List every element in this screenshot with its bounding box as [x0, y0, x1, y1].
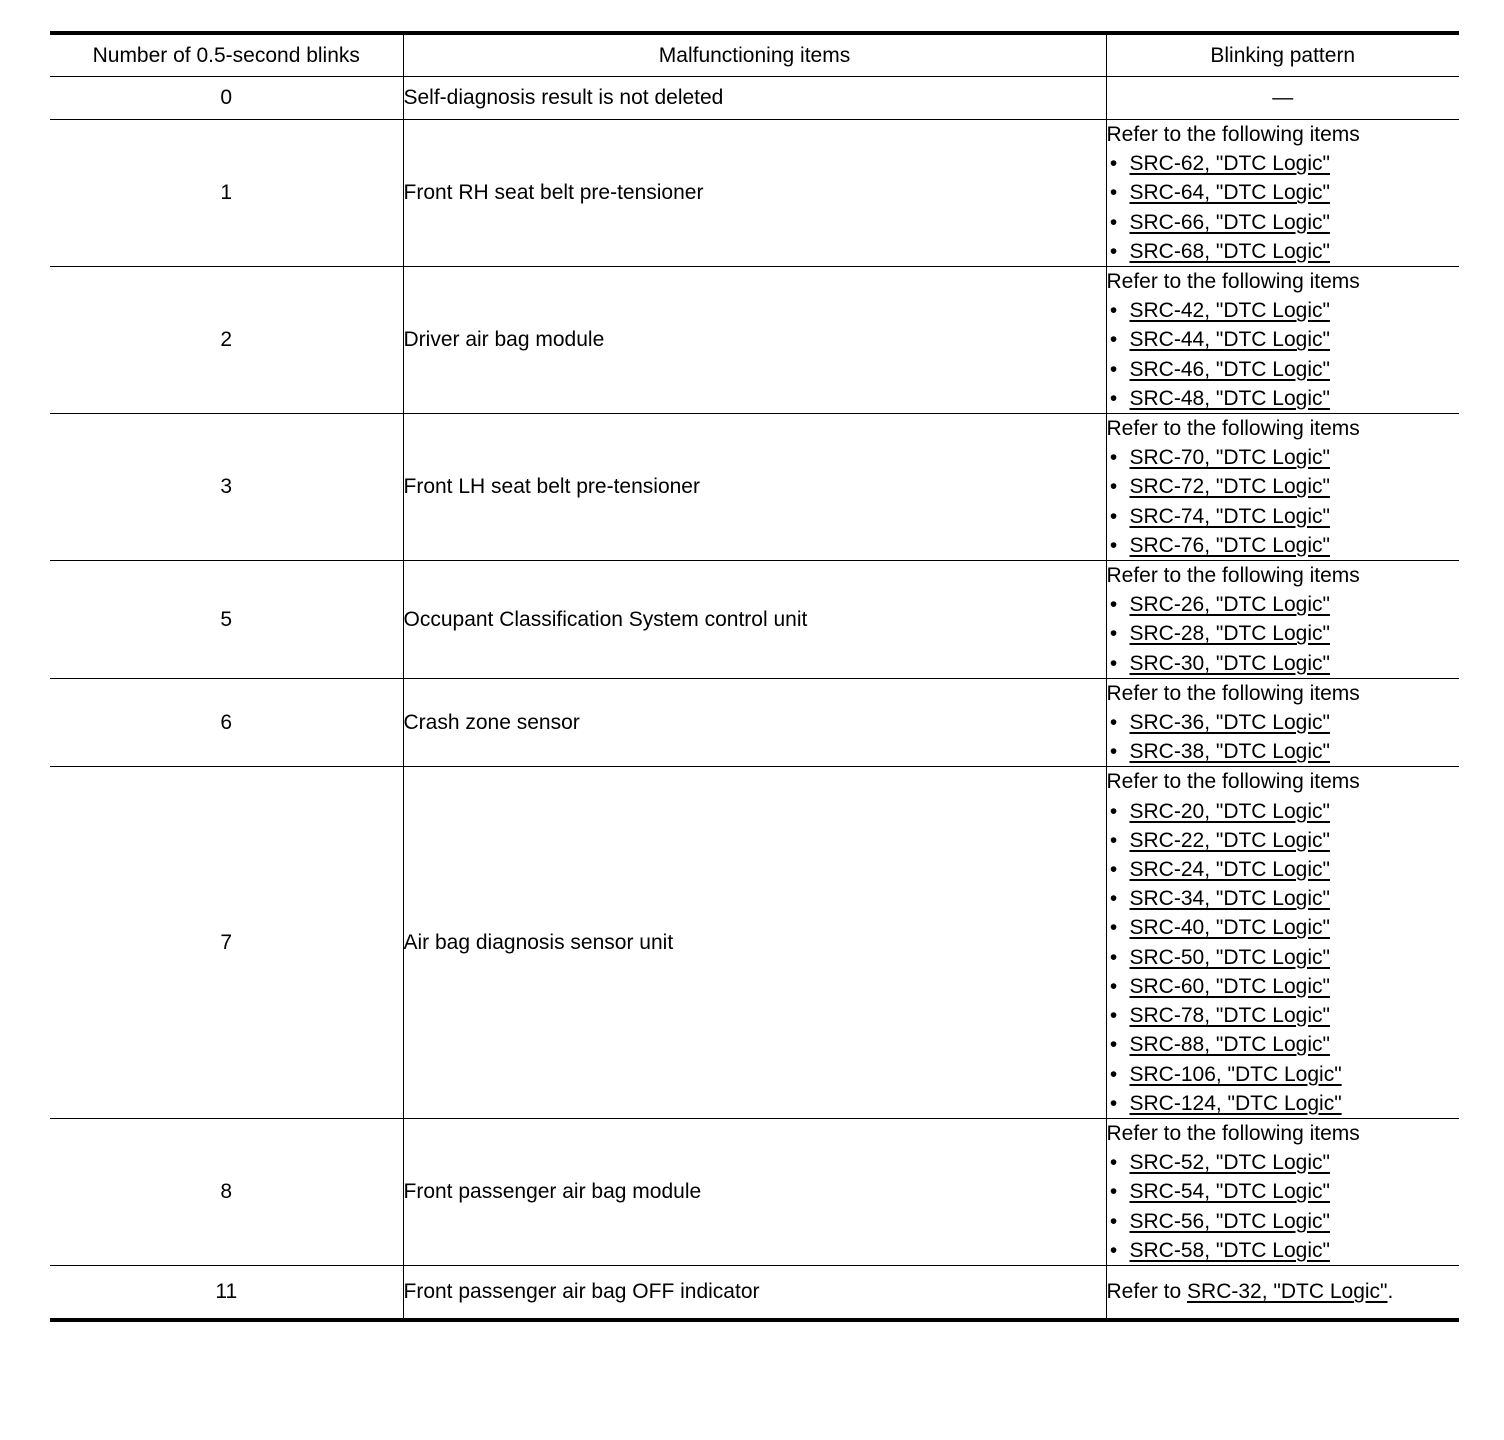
list-item [1107, 472, 1460, 501]
blinking-pattern-cell [1106, 1265, 1459, 1320]
bullet-icon: • [1109, 1238, 1118, 1262]
header-row [50, 33, 1459, 77]
table-row [50, 267, 1459, 414]
bullet-icon: • [1109, 475, 1118, 499]
dtc-logic-link[interactable]: SRC-60, "DTC Logic" [1129, 974, 1330, 998]
blinking-pattern-cell [1106, 120, 1459, 267]
dtc-logic-link[interactable]: SRC-32, "DTC Logic" [1187, 1280, 1388, 1304]
bullet-icon: • [1109, 1033, 1118, 1057]
bullet-icon: • [1109, 740, 1118, 764]
malfunctioning-item-cell: Driver air bag module [403, 267, 1106, 414]
dtc-logic-link[interactable]: SRC-34, "DTC Logic" [1129, 887, 1330, 911]
table-row [50, 678, 1459, 767]
dtc-logic-link[interactable]: SRC-26, "DTC Logic" [1129, 593, 1330, 617]
list-item [1107, 149, 1460, 178]
refer-prefix: Refer to [1106, 1280, 1182, 1304]
list-item [1107, 1207, 1460, 1236]
malfunctioning-item-cell: Crash zone sensor [403, 678, 1106, 767]
blink-count-cell: 3 [50, 414, 403, 561]
bullet-icon: • [1109, 299, 1118, 323]
bullet-icon: • [1109, 1180, 1118, 1204]
list-item [1107, 855, 1460, 884]
list-item [1107, 737, 1460, 766]
refer-heading: Refer to the following items [1106, 417, 1360, 441]
header-malfunctioning-items: Malfunctioning items [403, 33, 1106, 77]
refer-suffix: . [1387, 1280, 1394, 1304]
reference-list [1107, 590, 1460, 678]
header-blinking-pattern: Blinking pattern [1106, 33, 1459, 77]
list-item [1107, 972, 1460, 1001]
list-item [1107, 325, 1460, 354]
bullet-icon: • [1109, 446, 1118, 470]
blink-code-table [50, 31, 1459, 1322]
blink-count-cell: 6 [50, 678, 403, 767]
bullet-icon: • [1109, 239, 1118, 263]
bullet-icon: • [1109, 533, 1118, 557]
dtc-logic-link[interactable]: SRC-58, "DTC Logic" [1129, 1238, 1330, 1262]
refer-heading: Refer to the following items [1106, 564, 1360, 588]
refer-heading: Refer to the following items [1106, 1121, 1360, 1145]
bullet-icon: • [1109, 622, 1118, 646]
dtc-logic-link[interactable]: SRC-68, "DTC Logic" [1129, 239, 1330, 263]
bullet-icon: • [1109, 328, 1118, 352]
bullet-icon: • [1109, 1091, 1118, 1115]
bullet-icon: • [1109, 210, 1118, 234]
reference-list [1107, 1148, 1460, 1265]
bullet-icon: • [1109, 504, 1118, 528]
malfunctioning-item-cell: Air bag diagnosis sensor unit [403, 767, 1106, 1118]
list-item [1107, 502, 1460, 531]
malfunctioning-item-cell: Front LH seat belt pre-tensioner [403, 414, 1106, 561]
bullet-icon: • [1109, 711, 1118, 735]
bullet-icon: • [1109, 651, 1118, 675]
malfunctioning-item-cell: Front RH seat belt pre-tensioner [403, 120, 1106, 267]
bullet-icon: • [1109, 945, 1118, 969]
refer-heading: Refer to the following items [1106, 123, 1360, 146]
dtc-logic-link[interactable]: SRC-88, "DTC Logic" [1129, 1033, 1330, 1057]
bullet-icon: • [1109, 974, 1118, 998]
list-item [1107, 797, 1460, 826]
blink-count-cell: 1 [50, 120, 403, 267]
reference-list [1107, 443, 1460, 560]
dtc-logic-link[interactable]: SRC-124, "DTC Logic" [1129, 1091, 1342, 1115]
dtc-logic-link[interactable]: SRC-20, "DTC Logic" [1129, 799, 1330, 823]
list-item [1107, 1060, 1460, 1089]
list-item [1107, 884, 1460, 913]
dtc-logic-link[interactable]: SRC-72, "DTC Logic" [1129, 475, 1330, 499]
blinking-pattern-cell [1106, 414, 1459, 561]
dtc-logic-link[interactable]: SRC-76, "DTC Logic" [1129, 533, 1330, 557]
bullet-icon: • [1109, 828, 1118, 852]
reference-list [1107, 708, 1460, 766]
header-blink-count: Number of 0.5-second blinks [50, 33, 403, 77]
dtc-logic-link[interactable]: SRC-38, "DTC Logic" [1129, 740, 1330, 764]
dtc-logic-link[interactable]: SRC-22, "DTC Logic" [1129, 828, 1330, 852]
blinking-pattern-cell [1106, 267, 1459, 414]
refer-heading: Refer to the following items [1106, 681, 1360, 705]
dtc-logic-link[interactable]: SRC-28, "DTC Logic" [1129, 622, 1330, 646]
reference-list [1107, 149, 1460, 266]
bullet-icon: • [1109, 1209, 1118, 1233]
dtc-logic-link[interactable]: SRC-70, "DTC Logic" [1129, 446, 1330, 470]
table-row [50, 414, 1459, 561]
dtc-logic-link[interactable]: SRC-40, "DTC Logic" [1129, 916, 1330, 940]
malfunctioning-item-cell: Occupant Classification System control unit [403, 561, 1106, 679]
dtc-logic-link[interactable]: SRC-24, "DTC Logic" [1129, 858, 1330, 882]
bullet-icon: • [1109, 858, 1118, 882]
list-item [1107, 1030, 1460, 1059]
list-item [1107, 237, 1460, 266]
dtc-logic-link[interactable]: SRC-106, "DTC Logic" [1129, 1062, 1342, 1086]
bullet-icon: • [1109, 799, 1118, 823]
bullet-icon: • [1109, 181, 1118, 205]
list-item [1107, 384, 1460, 413]
dtc-logic-link[interactable]: SRC-52, "DTC Logic" [1129, 1151, 1330, 1175]
bullet-icon: • [1109, 1151, 1118, 1175]
list-item [1107, 531, 1460, 560]
table-row [50, 77, 1459, 120]
dtc-logic-link[interactable]: SRC-62, "DTC Logic" [1129, 152, 1330, 176]
bullet-icon: • [1109, 1062, 1118, 1086]
blinking-pattern-cell: — [1106, 77, 1459, 120]
table-row [50, 561, 1459, 679]
dtc-logic-link[interactable]: SRC-64, "DTC Logic" [1129, 181, 1330, 205]
table-row [50, 1118, 1459, 1265]
reference-list [1107, 296, 1460, 413]
bullet-icon: • [1109, 152, 1118, 176]
list-item [1107, 913, 1460, 942]
list-item [1107, 1089, 1460, 1118]
list-item [1107, 296, 1460, 325]
bullet-icon: • [1109, 1004, 1118, 1028]
refer-heading: Refer to the following items [1106, 770, 1360, 794]
list-item [1107, 1001, 1460, 1030]
blink-count-cell: 2 [50, 267, 403, 414]
list-item [1107, 1236, 1460, 1265]
blinking-pattern-cell [1106, 767, 1459, 1118]
list-item [1107, 178, 1460, 207]
list-item [1107, 590, 1460, 619]
dtc-logic-link[interactable]: SRC-54, "DTC Logic" [1129, 1180, 1330, 1204]
dtc-logic-link[interactable]: SRC-74, "DTC Logic" [1129, 504, 1330, 528]
dtc-logic-link[interactable]: SRC-46, "DTC Logic" [1129, 357, 1330, 381]
table-row [50, 1265, 1459, 1320]
list-item [1107, 649, 1460, 678]
refer-heading: Refer to the following items [1106, 270, 1360, 294]
dtc-logic-link[interactable]: SRC-48, "DTC Logic" [1129, 386, 1330, 410]
dtc-logic-link[interactable]: SRC-66, "DTC Logic" [1129, 210, 1330, 234]
table-body [50, 77, 1459, 1320]
dtc-logic-link[interactable]: SRC-42, "DTC Logic" [1129, 299, 1330, 323]
list-item [1107, 208, 1460, 237]
blinking-pattern-cell [1106, 678, 1459, 767]
dtc-logic-link[interactable]: SRC-36, "DTC Logic" [1129, 711, 1330, 735]
bullet-icon: • [1109, 916, 1118, 940]
malfunctioning-item-cell: Front passenger air bag OFF indicator [403, 1265, 1106, 1320]
dtc-logic-link[interactable]: SRC-30, "DTC Logic" [1129, 651, 1330, 675]
blinking-pattern-cell [1106, 1118, 1459, 1265]
table-row [50, 767, 1459, 1118]
malfunctioning-item-cell: Front passenger air bag module [403, 1118, 1106, 1265]
reference-list [1107, 797, 1460, 1118]
bullet-icon: • [1109, 357, 1118, 381]
dtc-logic-link[interactable]: SRC-44, "DTC Logic" [1129, 328, 1330, 352]
list-item [1107, 443, 1460, 472]
dtc-logic-link[interactable]: SRC-56, "DTC Logic" [1129, 1209, 1330, 1233]
list-item [1107, 826, 1460, 855]
blinking-pattern-cell [1106, 561, 1459, 679]
blink-count-cell: 8 [50, 1118, 403, 1265]
dtc-logic-link[interactable]: SRC-50, "DTC Logic" [1129, 945, 1330, 969]
bullet-icon: • [1109, 593, 1118, 617]
dtc-logic-link[interactable]: SRC-78, "DTC Logic" [1129, 1004, 1330, 1028]
table-row [50, 120, 1459, 267]
malfunctioning-item-cell: Self-diagnosis result is not deleted [403, 77, 1106, 120]
blink-count-cell: 7 [50, 767, 403, 1118]
blink-count-cell: 0 [50, 77, 403, 120]
bullet-icon: • [1109, 887, 1118, 911]
blink-count-cell: 5 [50, 561, 403, 679]
list-item [1107, 1177, 1460, 1206]
list-item [1107, 619, 1460, 648]
bullet-icon: • [1109, 386, 1118, 410]
blink-count-cell: 11 [50, 1265, 403, 1320]
list-item [1107, 355, 1460, 384]
list-item [1107, 943, 1460, 972]
list-item [1107, 708, 1460, 737]
list-item [1107, 1148, 1460, 1177]
